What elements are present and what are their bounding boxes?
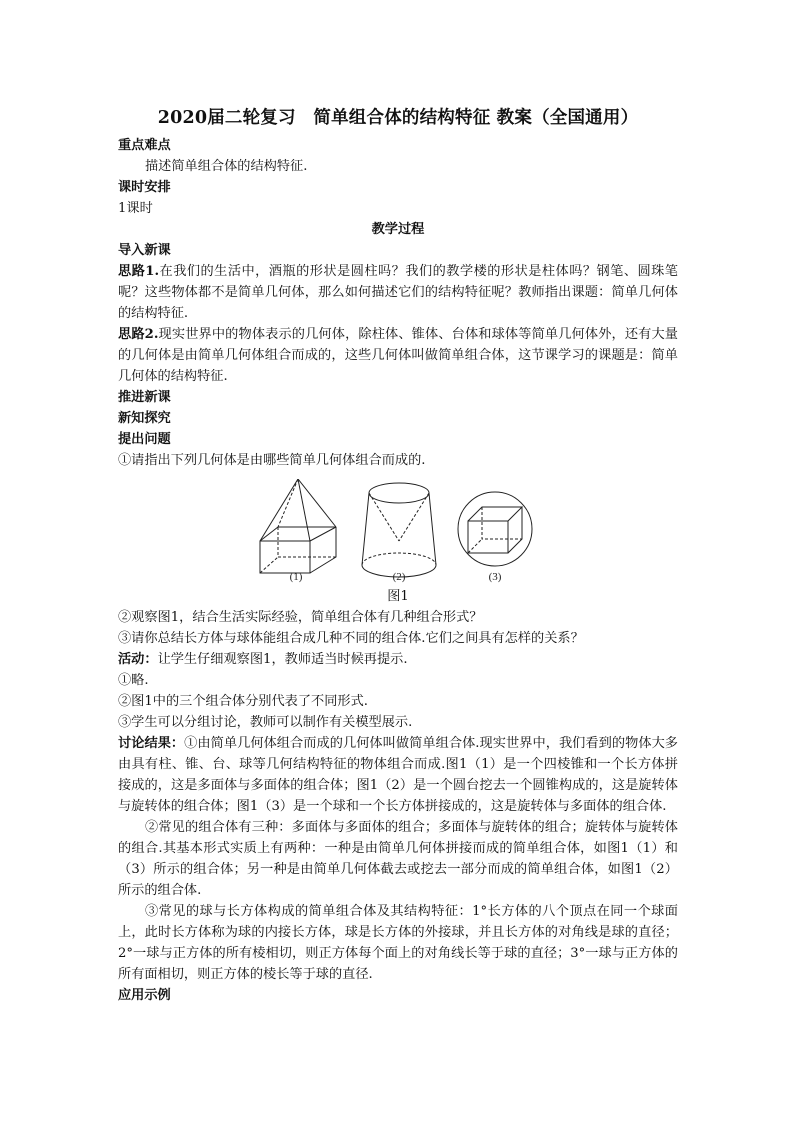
idea2-label: 思路2. [118, 327, 159, 342]
schedule-text: 1课时 [118, 201, 153, 216]
page-title: 2020届二轮复习 简单组合体的结构特征 教案（全国通用） [157, 108, 639, 128]
activity-label: 活动： [118, 652, 158, 667]
figure-label-2: (2) [392, 571, 406, 583]
section-heading-key-difficult: 重点难点 [118, 138, 171, 153]
figure-1-solid-2 [362, 483, 436, 577]
section-heading-advance: 推进新课 [118, 390, 171, 405]
section-heading-intro: 导入新课 [118, 243, 171, 258]
result-1-text: ①由简单几何体组合而成的几何体叫做简单组合体.现实世界中，我们看到的物体大多由具有柱、锥、台、球等几何结构特征的物体组合而成.图1（1）是一个四棱锥和一个长方体拼接成的，这是多面体与多面体的组合体；图1（2）是一个圆台挖去一个圆锥构成的，这是旋转体与旋转体的组合体；图1（3）是一个球和一个长方体拼接成的，这是旋转体与多面体的组合体. [118, 736, 678, 814]
key-difficult-text: 描述简单组合体的结构特征. [145, 159, 308, 174]
answer-1: ①略. [118, 673, 149, 688]
intro-idea1 [118, 261, 678, 324]
figure-1-solid-3 [458, 492, 532, 566]
question-3: ③请你总结长方体与球体能组合成几种不同的组合体.它们之间具有怎样的关系？ [118, 631, 584, 646]
answer-2: ②图1中的三个组合体分别代表了不同形式. [118, 694, 368, 709]
activity-text: 让学生仔细观察图1，教师适当时候再提示. [157, 652, 408, 667]
activity [118, 649, 678, 670]
question-1: ①请指出下列几何体是由哪些简单几何体组合而成的. [118, 453, 426, 468]
figure-1-labels [290, 571, 502, 583]
figure-caption: 图1 [387, 589, 409, 604]
result-label: 讨论结果： [118, 736, 185, 751]
discussion-result-3: ③常见的球与长方体构成的简单组合体及其结构特征：1°长方体的八个顶点在同一个球面上，此时长方体称为球的内接长方体，球是长方体的外接球，并且长方体的对角线是球的直径；2°一球与正方体的所有棱相切，则正方体每个面上的对角线长等于球的直径；3°一球与正方体的所有面相切，则正方体的棱长等于球的直径. [118, 904, 678, 982]
subheading-explore: 新知探究 [118, 411, 171, 426]
section-heading-schedule: 课时安排 [118, 180, 171, 195]
intro-idea2 [118, 324, 678, 387]
section-heading-example: 应用示例 [118, 988, 171, 1003]
discussion-result-1 [118, 733, 678, 817]
answer-3: ③学生可以分组讨论，教师可以制作有关模型展示. [118, 715, 413, 730]
question-2: ②观察图1，结合生活实际经验，简单组合体有几种组合形式？ [118, 610, 483, 625]
idea2-text: 现实世界中的物体表示的几何体，除柱体、锥体、台体和球体等简单几何体外，还有大量的几何体是由简单几何体组合而成的，这些几何体叫做简单组合体，这节课学习的课题是：简单几何体的结构特征. [118, 327, 678, 384]
figure-label-3: (3) [488, 571, 502, 583]
idea1-text: 在我们的生活中，酒瓶的形状是圆柱吗？我们的教学楼的形状是柱体吗？钢笔、圆珠笔呢？这些物体都不是简单几何体，那么如何描述它们的结构特征呢？教师指出课题：简单几何体的结构特征. [118, 264, 678, 321]
section-heading-process: 教学过程 [371, 222, 425, 237]
idea1-label: 思路1. [118, 264, 160, 279]
figure-label-1: (1) [289, 571, 303, 583]
subheading-questions: 提出问题 [118, 432, 171, 447]
discussion-result-2: ②常见的组合体有三种：多面体与多面体的组合；多面体与旋转体的组合；旋转体与旋转体的组合.其基本形式实质上有两种：一种是由简单几何体拼接而成的简单组合体，如图1（1）和（3）所示的组合体；另一种是由简单几何体截去或挖去一部分而成的简单组合体，如图1（2）所示的组合体. [118, 820, 678, 898]
document-page [118, 104, 678, 1006]
figure-1 [118, 479, 678, 583]
figure-1-solid-1 [260, 479, 336, 573]
